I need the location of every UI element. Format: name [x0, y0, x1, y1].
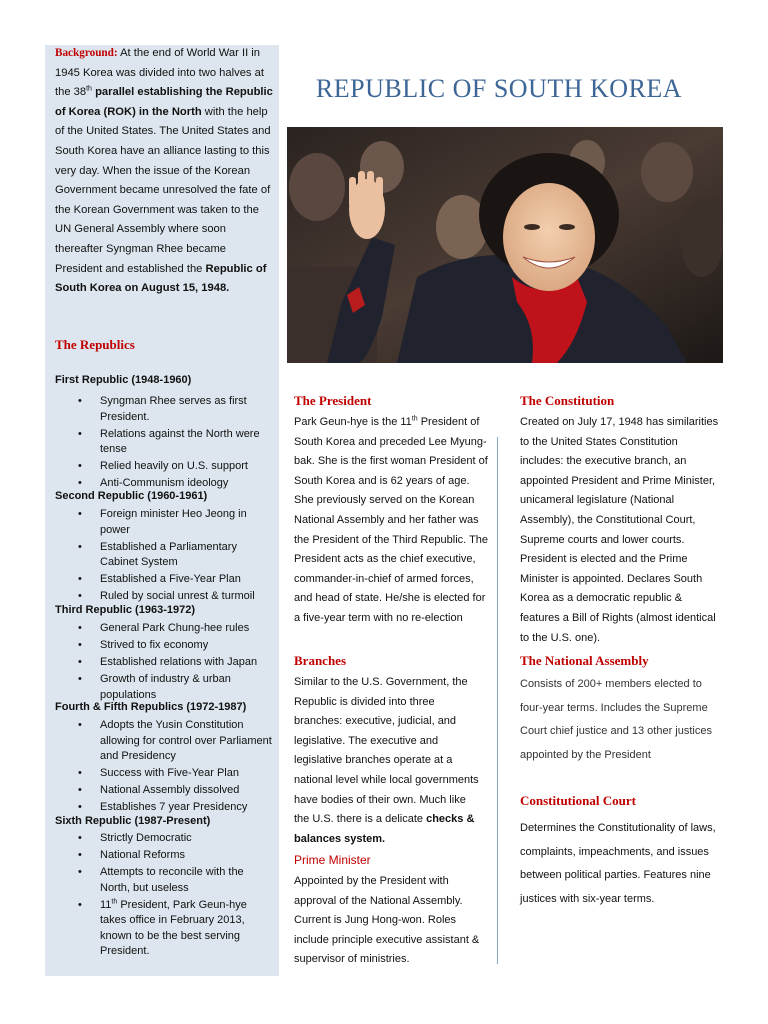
last-item-number: 11 [100, 898, 112, 911]
republic-list [55, 621, 275, 705]
constitution-heading: The Constitution [520, 393, 615, 408]
background-bold-1: parallel establishing the Republic of Korea (ROK) in the North [55, 86, 273, 118]
photo-illustration [287, 127, 723, 363]
list-item [55, 898, 275, 960]
national-assembly-heading: The National Assembly [520, 653, 649, 668]
court-heading: Constitutional Court [520, 793, 636, 808]
prime-minister-heading: Prime Minister [294, 853, 371, 867]
president-photo [287, 127, 723, 363]
last-item-text: President, Park Geun-hye takes office in February 2013, known to be the best serving President. [100, 898, 247, 957]
republic-list [55, 831, 275, 961]
list-item: • Syngman Rhee serves as first President. [55, 394, 275, 425]
list-item: • Establishes 7 year Presidency [55, 800, 275, 816]
background-sup: th [86, 85, 92, 93]
background-text: At the end of World War II in 1945 Korea was divided into two halves at the 38 [55, 47, 264, 99]
background-text-2: with the help of the United States. The United States and South Korea have an alliance lasting to this very day. When the issue of the Korean Government became unresolved the fate of the Korean Government was taken to the UN General Assembly where soon thereafter Syngman Rhee became President and established the [55, 105, 271, 275]
list-item: • Established relations with Japan [55, 655, 275, 671]
list-item: • Strictly Democratic [55, 831, 275, 847]
branches-bold: checks & balances system. [294, 813, 475, 845]
list-item: • Growth of industry & urban populations [55, 672, 275, 703]
republic-title: Second Republic (1960-1961) [55, 490, 208, 502]
national-assembly-text: Consists of 200+ members elected to four-year terms. Includes the Supreme Court chief justice and 13 other justices appointed by the President [520, 678, 712, 761]
list-item: • Established a Parliamentary Cabinet System [55, 540, 275, 571]
list-item: • Adopts the Yusin Constitution allowing for control over Parliament and Presidency [55, 718, 275, 765]
branches-text-body: Similar to the U.S. Government, the Republic is divided into three branches: executive, judicial, and legislative. The executive and legislative branches operate at a national level while local governments have bodies of their own. Much like the U.S. there is a delicate [294, 676, 479, 826]
list-item: • Relations against the North were tense [55, 427, 275, 458]
president-heading: The President [294, 393, 372, 408]
branches-heading: Branches [294, 653, 346, 668]
republic-list [55, 394, 275, 493]
list-item: • Anti-Communism ideology [55, 476, 275, 492]
background-paragraph [55, 44, 273, 299]
branches-text [294, 673, 484, 849]
republic-title: Third Republic (1963-1972) [55, 604, 195, 616]
republic-title: Fourth & Fifth Republics (1972-1987) [55, 701, 247, 713]
list-item: • Strived to fix economy [55, 638, 275, 654]
constitution-text: Created on July 17, 1948 has similarities to the United States Constitution includes: the executive branch, an appointed President and Prime Minister, unicameral legislature (National Assembly), the Constitutional Court, Supreme courts and lower courts. President is elected and the Prime Minister is appointed. Declares South Korea as a democratic republic & features a Bill of Rights (almost identical to the U.S. one). [520, 416, 719, 644]
list-item: • General Park Chung-hee rules [55, 621, 275, 637]
column-divider [497, 437, 498, 964]
background-bold-2: Republic of South Korea on August 15, 1948. [55, 262, 267, 295]
president-text-a: Park Geun-hye is the 11 [294, 416, 412, 428]
list-item: • Established a Five-Year Plan [55, 572, 275, 588]
republic-title: Sixth Republic (1987-Present) [55, 815, 211, 827]
background-label: Background: [55, 47, 118, 59]
president-sup: th [411, 415, 418, 423]
republic-list [55, 507, 275, 606]
list-item: • Attempts to reconcile with the North, but useless [55, 865, 275, 896]
president-text-b: President of South Korea and preceded Lee Myung-bak. She is the first woman President of South Korea and is 62 years of age. She previously served on the Korean National Assembly and her father was the President of the Third Republic. The President acts as the chief executive, commander-in-chief of armed forces, and head of state. He/she is elected for a five-year term with no re-election [294, 416, 489, 624]
list-item: • Relied heavily on U.S. support [55, 459, 275, 475]
list-item: • Ruled by social unrest & turmoil [55, 589, 275, 605]
court-text: Determines the Constitutionality of laws, complaints, impeachments, and issues between political parties. Features nine justices with six-year terms. [520, 822, 716, 905]
republics-heading: The Republics [55, 337, 135, 352]
president-text [294, 413, 490, 629]
prime-minister-text: Appointed by the President with approval of the National Assembly. Current is Jung Hong-won. Roles include principle executive assistant & supervisor of ministries. [294, 875, 480, 966]
list-item: • National Reforms [55, 848, 275, 864]
republic-title: First Republic (1948-1960) [55, 374, 192, 386]
last-item-sup: th [111, 897, 118, 905]
list-item: • Success with Five-Year Plan [55, 766, 275, 782]
republic-list [55, 718, 275, 817]
list-item: • National Assembly dissolved [55, 783, 275, 799]
list-item: • Foreign minister Heo Jeong in power [55, 507, 275, 538]
page-title: REPUBLIC OF SOUTH KOREA [315, 74, 683, 103]
